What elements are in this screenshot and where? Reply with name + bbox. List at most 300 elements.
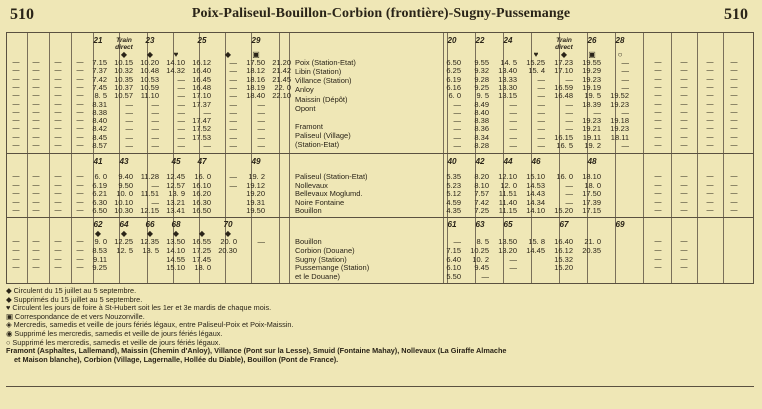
empty-dash: —	[12, 125, 20, 133]
time-cell: —	[565, 74, 573, 84]
time-cell: —	[125, 99, 133, 109]
time-cell: 17.37	[192, 99, 211, 109]
station-name: Maissin (Dépôt)	[295, 95, 348, 104]
empty-dash: —	[12, 207, 20, 215]
empty-dash: —	[706, 142, 714, 149]
empty-dash: —	[54, 190, 62, 198]
time-cell: —	[177, 74, 185, 84]
empty-dash: —	[654, 190, 662, 198]
time-cell: 12.35	[140, 237, 159, 246]
time-cell: 10. 2	[472, 254, 489, 264]
time-cell: 18.40	[246, 91, 265, 101]
footnote-line: ▣ Correspondance de et vers Nouzonville.	[6, 312, 145, 321]
time-cell: 7.25	[474, 206, 489, 216]
empty-dash: —	[12, 264, 20, 272]
page-number-right: 510	[724, 6, 748, 23]
empty-dash: —	[76, 67, 84, 75]
time-cell: 16. 0	[194, 172, 211, 181]
time-cell: —	[565, 116, 573, 126]
time-cell: 13.50	[498, 237, 517, 246]
time-cell: 16.20	[192, 189, 211, 199]
train-number: 28	[615, 36, 625, 45]
time-cell: —	[151, 180, 159, 190]
station-name: Paliseul (Station-Etat)	[295, 173, 368, 181]
empty-dash: —	[54, 238, 62, 245]
empty-dash: —	[32, 142, 40, 149]
time-cell: —	[125, 107, 133, 117]
time-cell: —	[177, 116, 185, 126]
time-cell: 10.48	[140, 66, 159, 76]
train-number: 22	[475, 36, 485, 45]
empty-dash: —	[76, 108, 84, 116]
timetable-table	[6, 32, 754, 284]
time-cell: 17.52	[192, 124, 211, 134]
time-cell: 6.19	[446, 74, 461, 84]
empty-dash: —	[54, 59, 62, 66]
time-cell: 12.57	[166, 180, 185, 190]
time-cell: —	[151, 107, 159, 117]
train-symbol: ▣	[588, 50, 596, 59]
time-cell: —	[229, 124, 237, 134]
time-cell: —	[229, 132, 237, 142]
empty-dash: —	[32, 264, 40, 272]
time-cell: —	[621, 58, 629, 67]
time-cell: 13.30	[498, 82, 517, 92]
time-cell: —	[177, 124, 185, 134]
empty-dash: —	[654, 67, 662, 75]
empty-dash: —	[54, 67, 62, 75]
time-cell: 11.10	[140, 91, 159, 101]
station-name: (Station-Etat)	[295, 141, 340, 150]
empty-dash: —	[654, 173, 662, 180]
time-cell: —	[453, 107, 461, 117]
empty-dash: —	[76, 198, 84, 206]
time-cell: —	[621, 74, 629, 84]
time-cell: 14.45	[526, 245, 545, 255]
empty-dash: —	[32, 117, 40, 125]
empty-dash: —	[76, 142, 84, 149]
empty-dash: —	[654, 264, 662, 272]
time-cell: 11.51	[498, 189, 517, 199]
time-cell: 12.45	[166, 172, 185, 181]
time-cell: 6.19	[92, 180, 107, 190]
time-cell: —	[509, 124, 517, 134]
empty-dash: —	[680, 198, 688, 206]
time-cell: 6.10	[446, 263, 461, 273]
time-cell: 21.45	[272, 74, 291, 84]
empty-dash: —	[680, 133, 688, 141]
train-number: 61	[447, 220, 457, 229]
train-number: 44	[503, 157, 513, 166]
footnote-line: ○ Supprimé les mercredis, samedis et veille de jours fériés légaux.	[6, 338, 221, 347]
station-name: Framont	[295, 122, 323, 131]
time-cell: 9.40	[118, 172, 133, 181]
empty-dash: —	[654, 133, 662, 141]
column-rule	[71, 33, 72, 283]
time-cell: —	[453, 132, 461, 142]
empty-dash: —	[12, 173, 20, 180]
time-cell: —	[257, 116, 265, 126]
time-cell: —	[125, 116, 133, 126]
empty-dash: —	[654, 238, 662, 245]
train-symbol: ◆	[224, 50, 232, 59]
time-cell: 19.21	[582, 124, 601, 134]
empty-dash: —	[730, 190, 738, 198]
empty-dash: —	[680, 108, 688, 116]
time-cell: 7.42	[474, 197, 489, 207]
time-cell: 6.16	[446, 82, 461, 92]
time-cell: 13.41	[166, 206, 185, 216]
time-cell: 9. 0	[94, 237, 107, 246]
time-cell: —	[229, 141, 237, 150]
time-cell: 19.18	[610, 116, 629, 126]
time-cell: 7.15	[446, 245, 461, 255]
time-cell: 6.50	[446, 58, 461, 67]
time-cell: 11.15	[498, 206, 517, 216]
time-cell: 16.50	[192, 206, 211, 216]
empty-dash: —	[76, 173, 84, 180]
train-symbol: ◆	[560, 50, 568, 59]
empty-dash: —	[730, 67, 738, 75]
empty-dash: —	[12, 117, 20, 125]
empty-dash: —	[706, 67, 714, 75]
time-cell: 8.40	[92, 116, 107, 126]
empty-dash: —	[54, 198, 62, 206]
time-cell: —	[229, 172, 237, 181]
train-symbol: ◆	[172, 229, 180, 238]
time-cell: —	[229, 99, 237, 109]
train-number: Train direct	[555, 37, 573, 51]
time-cell: —	[565, 180, 573, 190]
time-cell: 14. 5	[500, 58, 517, 67]
station-name: Bouillon	[295, 207, 322, 216]
empty-dash: —	[32, 173, 40, 180]
train-number: 62	[93, 220, 103, 229]
stops-note-line: Framont (Asphaltes, Lallemand), Maissin (Chemin d'Anloy), Villance (Pont sur la Lesse), Smuid (Fontaine Mahay), Nollevaux (La Giraffe Almache	[6, 347, 507, 356]
time-cell: 21. 0	[584, 237, 601, 246]
time-cell: 19.23	[582, 116, 601, 126]
time-cell: 8. 5	[476, 237, 489, 246]
train-number: 64	[119, 220, 129, 229]
time-cell: —	[509, 141, 517, 150]
time-cell: 18.16	[246, 74, 265, 84]
time-cell: 9. 5	[476, 91, 489, 101]
time-cell: —	[537, 116, 545, 126]
empty-dash: —	[654, 125, 662, 133]
time-cell: 9.32	[474, 66, 489, 76]
train-number: Train direct	[115, 37, 133, 51]
time-cell: —	[509, 107, 517, 117]
time-cell: 15.10	[166, 263, 185, 273]
empty-dash: —	[76, 255, 84, 263]
time-cell: 18.10	[582, 172, 601, 181]
empty-dash: —	[654, 100, 662, 108]
time-cell: 6.30	[92, 197, 107, 207]
time-cell: —	[257, 141, 265, 150]
time-cell: 17.47	[192, 116, 211, 126]
empty-dash: —	[54, 117, 62, 125]
bottom-rule	[6, 386, 754, 387]
time-cell: —	[621, 107, 629, 117]
empty-dash: —	[680, 207, 688, 215]
empty-dash: —	[680, 264, 688, 272]
time-cell: —	[621, 66, 629, 76]
empty-dash: —	[54, 125, 62, 133]
empty-dash: —	[32, 100, 40, 108]
time-cell: —	[177, 82, 185, 92]
time-cell: 19. 2	[584, 141, 601, 150]
station-name: Noire Fontaine	[295, 198, 345, 207]
time-cell: 6.25	[446, 66, 461, 76]
time-cell: —	[229, 91, 237, 101]
empty-dash: —	[706, 117, 714, 125]
time-cell: 10.15	[114, 58, 133, 67]
train-number: 24	[503, 36, 513, 45]
empty-dash: —	[54, 207, 62, 215]
empty-dash: —	[706, 173, 714, 180]
empty-dash: —	[680, 173, 688, 180]
time-cell: 19.29	[582, 66, 601, 76]
time-cell: —	[453, 116, 461, 126]
time-cell: 17.53	[192, 132, 211, 142]
time-cell: 10.20	[140, 58, 159, 67]
empty-dash: —	[76, 190, 84, 198]
empty-dash: —	[706, 133, 714, 141]
time-cell: 5.50	[446, 272, 461, 282]
empty-dash: —	[76, 238, 84, 245]
empty-dash: —	[32, 75, 40, 83]
empty-dash: —	[32, 67, 40, 75]
empty-dash: —	[706, 108, 714, 116]
column-rule	[723, 33, 724, 283]
time-cell: 22. 0	[274, 82, 291, 92]
empty-dash: —	[54, 75, 62, 83]
time-cell: 17.50	[246, 58, 265, 67]
time-cell: 4.59	[446, 197, 461, 207]
empty-dash: —	[730, 59, 738, 66]
time-cell: 18.12	[246, 66, 265, 76]
time-cell: —	[537, 124, 545, 134]
time-cell: 5.23	[446, 180, 461, 190]
time-cell: —	[257, 124, 265, 134]
empty-dash: —	[680, 59, 688, 66]
time-cell: 8.34	[474, 132, 489, 142]
time-cell: 8.53	[92, 245, 107, 255]
time-cell: 4.35	[446, 206, 461, 216]
time-cell: —	[453, 141, 461, 150]
time-cell: —	[257, 237, 265, 246]
empty-dash: —	[730, 125, 738, 133]
empty-dash: —	[32, 59, 40, 66]
time-cell: —	[177, 107, 185, 117]
train-symbol: ▣	[252, 50, 260, 59]
train-symbol: ♥	[173, 50, 179, 59]
page-title: Poix-Paliseul-Bouillon-Corbion (frontière)-Sugny-Pussemange	[191, 6, 571, 21]
time-cell: 9.45	[474, 263, 489, 273]
train-symbol: ◆	[120, 50, 128, 59]
train-symbol: ◆	[146, 229, 154, 238]
empty-dash: —	[680, 83, 688, 91]
time-cell: 12. 5	[116, 245, 133, 255]
empty-dash: —	[12, 59, 20, 66]
empty-dash: —	[54, 142, 62, 149]
empty-dash: —	[12, 92, 20, 100]
time-cell: 15. 8	[528, 237, 545, 246]
time-cell: 10.30	[114, 206, 133, 216]
time-cell: —	[229, 180, 237, 190]
empty-dash: —	[706, 181, 714, 189]
column-rule	[49, 33, 50, 283]
station-name: Corbion (Douane)	[295, 246, 355, 255]
train-number: 63	[475, 220, 485, 229]
empty-dash: —	[12, 238, 20, 245]
empty-dash: —	[12, 133, 20, 141]
time-cell: 14.10	[526, 206, 545, 216]
time-cell: —	[125, 124, 133, 134]
time-cell: 13.50	[166, 237, 185, 246]
train-number: 26	[587, 36, 597, 45]
footnote-line: ◈ Mercredis, samedis et veille de jours fériés légaux, entre Paliseul-Poix et Poix-Maissin.	[6, 321, 294, 330]
time-cell: 9.25	[92, 263, 107, 273]
time-cell: 16.40	[192, 66, 211, 76]
station-name: Anloy	[295, 86, 314, 95]
time-cell: 8.36	[474, 124, 489, 134]
empty-dash: —	[76, 92, 84, 100]
time-cell: 12.15	[140, 206, 159, 216]
time-cell: 19.19	[582, 82, 601, 92]
time-cell: 21.20	[272, 58, 291, 67]
time-cell: —	[177, 141, 185, 150]
empty-dash: —	[32, 92, 40, 100]
time-cell: —	[229, 58, 237, 67]
time-cell: 13.21	[166, 197, 185, 207]
time-cell: —	[125, 132, 133, 142]
time-cell: 6. 0	[94, 172, 107, 181]
time-cell: 19.23	[582, 74, 601, 84]
time-cell: 15.32	[554, 254, 573, 264]
time-cell: —	[621, 82, 629, 92]
time-cell: 10.37	[114, 82, 133, 92]
empty-dash: —	[680, 190, 688, 198]
column-rule	[697, 33, 698, 283]
time-cell: —	[453, 99, 461, 109]
time-cell: —	[257, 107, 265, 117]
time-cell: 9.28	[474, 74, 489, 84]
time-cell: 10.57	[114, 91, 133, 101]
train-number: 47	[197, 157, 207, 166]
empty-dash: —	[12, 67, 20, 75]
time-cell: 10.10	[114, 197, 133, 207]
train-number: 23	[145, 36, 155, 45]
time-cell: 7.37	[92, 66, 107, 76]
time-cell: 17.45	[192, 254, 211, 264]
empty-dash: —	[680, 100, 688, 108]
time-cell: 10.59	[140, 82, 159, 92]
empty-dash: —	[654, 75, 662, 83]
empty-dash: —	[32, 190, 40, 198]
time-cell: 7.42	[92, 74, 107, 84]
time-cell: —	[537, 141, 545, 150]
time-cell: 10. 0	[116, 189, 133, 199]
time-cell: —	[229, 82, 237, 92]
empty-dash: —	[32, 108, 40, 116]
empty-dash: —	[706, 75, 714, 83]
station-name: Paliseul (Village)	[295, 132, 351, 141]
empty-dash: —	[12, 108, 20, 116]
time-cell: 19.23	[610, 124, 629, 134]
train-symbol: ◆	[120, 229, 128, 238]
time-cell: 11.40	[498, 197, 517, 207]
empty-dash: —	[706, 207, 714, 215]
stops-note-line: et Maison blanche), Corbion (Village, Lagernalle, Hollée du Diable), Bouillon (Pont de France).	[14, 355, 339, 364]
empty-dash: —	[12, 100, 20, 108]
train-number: 21	[93, 36, 103, 45]
footnote-line: ◉ Supprimé les mercredis, samedis et veille de jours fériés légaux.	[6, 329, 223, 338]
time-cell: 20.35	[582, 245, 601, 255]
train-number: 46	[531, 157, 541, 166]
train-number: 20	[447, 36, 457, 45]
time-cell: 6.50	[92, 206, 107, 216]
time-cell: 19.31	[246, 197, 265, 207]
empty-dash: —	[12, 75, 20, 83]
train-number: 45	[171, 157, 181, 166]
empty-dash: —	[32, 198, 40, 206]
empty-dash: —	[730, 83, 738, 91]
time-cell: —	[177, 91, 185, 101]
time-cell: —	[151, 124, 159, 134]
time-cell: 5.12	[446, 189, 461, 199]
empty-dash: —	[32, 133, 40, 141]
empty-dash: —	[680, 238, 688, 245]
empty-dash: —	[654, 255, 662, 263]
empty-dash: —	[730, 198, 738, 206]
train-symbol: ◆	[94, 229, 102, 238]
time-cell: —	[537, 99, 545, 109]
time-cell: 14.32	[166, 66, 185, 76]
time-cell: 16.48	[192, 82, 211, 92]
time-cell: 8.40	[474, 107, 489, 117]
empty-dash: —	[654, 108, 662, 116]
time-cell: —	[177, 99, 185, 109]
empty-dash: —	[730, 133, 738, 141]
empty-dash: —	[680, 255, 688, 263]
train-number: 70	[223, 220, 233, 229]
empty-dash: —	[654, 92, 662, 100]
time-cell: 16.30	[192, 197, 211, 207]
train-number: 67	[559, 220, 569, 229]
time-cell: —	[203, 141, 211, 150]
time-cell: 16.40	[554, 237, 573, 246]
empty-dash: —	[32, 246, 40, 254]
time-cell: —	[509, 132, 517, 142]
time-cell: 7.15	[92, 58, 107, 67]
time-cell: 21.42	[272, 66, 291, 76]
empty-dash: —	[54, 108, 62, 116]
time-cell: —	[565, 197, 573, 207]
time-cell: —	[537, 91, 545, 101]
time-cell: —	[229, 107, 237, 117]
time-cell: 15.20	[554, 263, 573, 273]
time-cell: 18.11	[610, 132, 629, 142]
time-cell: 8. 5	[94, 91, 107, 101]
empty-dash: —	[12, 198, 20, 206]
empty-dash: —	[654, 117, 662, 125]
train-symbol: ♥	[533, 50, 539, 59]
time-cell: 16.59	[554, 82, 573, 92]
time-cell: —	[537, 132, 545, 142]
time-cell: 13. 9	[168, 189, 185, 199]
time-cell: —	[229, 66, 237, 76]
